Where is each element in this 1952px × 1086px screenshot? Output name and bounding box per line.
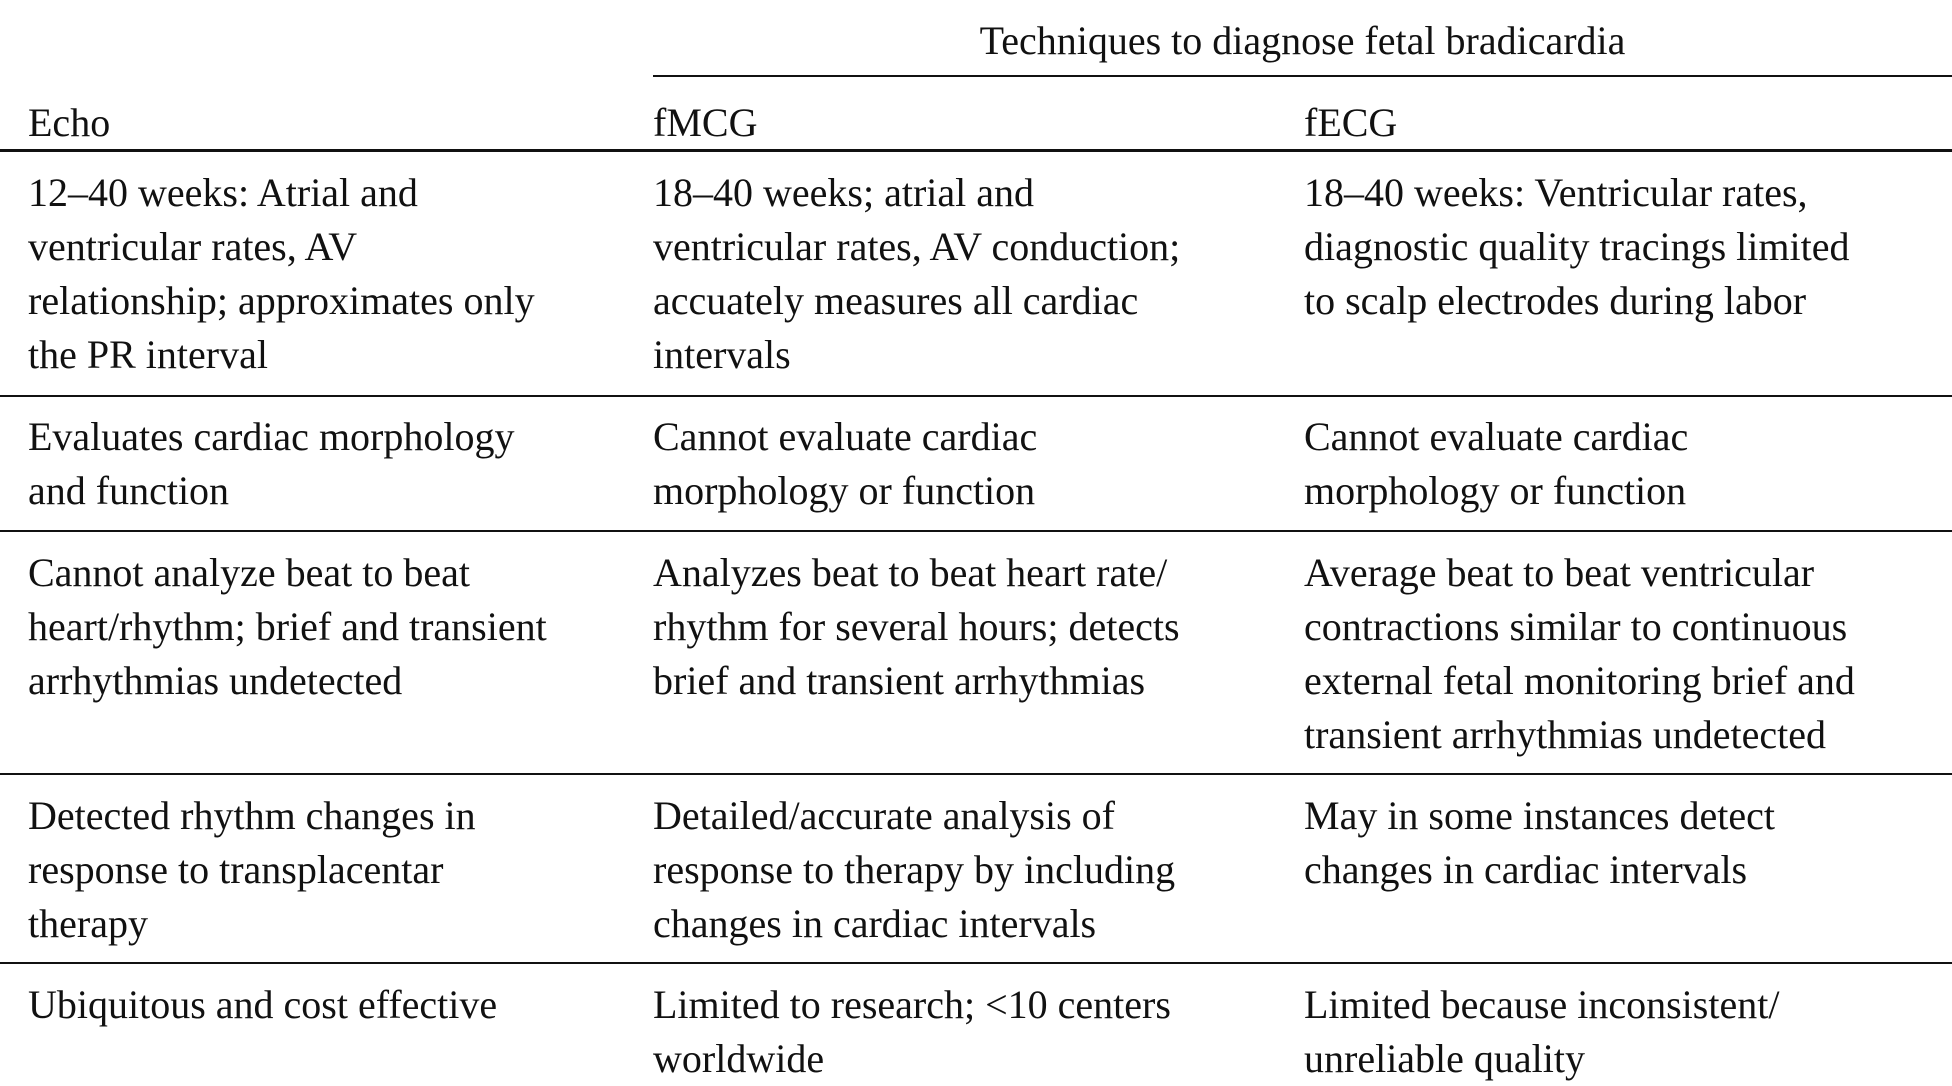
- table-cell: Limited because inconsistent/ unreliable quality: [1304, 982, 1780, 1081]
- table-cell: Detected rhythm changes in response to transplacentar therapy: [28, 793, 476, 946]
- table-cell: 18–40 weeks; atrial and ventricular rates, AV conduction; accuately measures all cardiac intervals: [653, 170, 1181, 377]
- row-divider: [0, 962, 1952, 964]
- table-cell: 18–40 weeks: Ventricular rates, diagnostic quality tracings limited to scalp electrodes during labor: [1304, 170, 1850, 323]
- row-divider: [0, 395, 1952, 397]
- table-cell: Limited to research; <10 centers worldwide: [653, 982, 1171, 1081]
- table-cell: Average beat to beat ventricular contractions similar to continuous external fetal monitoring brief and transient arrhythmias undetected: [1304, 550, 1855, 757]
- table-cell: May in some instances detect changes in cardiac intervals: [1304, 793, 1775, 892]
- table-cell: Ubiquitous and cost effective: [28, 982, 498, 1027]
- table-cell: Cannot evaluate cardiac morphology or function: [1304, 414, 1689, 513]
- column-header-fecg: fECG: [1304, 100, 1398, 145]
- column-header-echo: Echo: [28, 100, 111, 145]
- table-cell: 12–40 weeks: Atrial and ventricular rates, AV relationship; approximates only the PR interval: [28, 170, 535, 377]
- table-cell: Cannot evaluate cardiac morphology or function: [653, 414, 1038, 513]
- table-cell: Analyzes beat to beat heart rate/ rhythm for several hours; detects brief and transient arrhythmias: [653, 550, 1180, 703]
- header-rule: [0, 149, 1952, 152]
- column-header-fmcg: fMCG: [653, 100, 758, 145]
- spanner-title: Techniques to diagnose fetal bradicardia: [979, 18, 1626, 63]
- row-divider: [0, 773, 1952, 775]
- table-cell: Evaluates cardiac morphology and function: [28, 414, 515, 513]
- table-cell: Cannot analyze beat to beat heart/rhythm; brief and transient arrhythmias undetected: [28, 550, 547, 703]
- row-divider: [0, 530, 1952, 532]
- table-cell: Detailed/accurate analysis of response to therapy by including changes in cardiac intervals: [653, 793, 1176, 946]
- column-spanner: [653, 0, 1952, 77]
